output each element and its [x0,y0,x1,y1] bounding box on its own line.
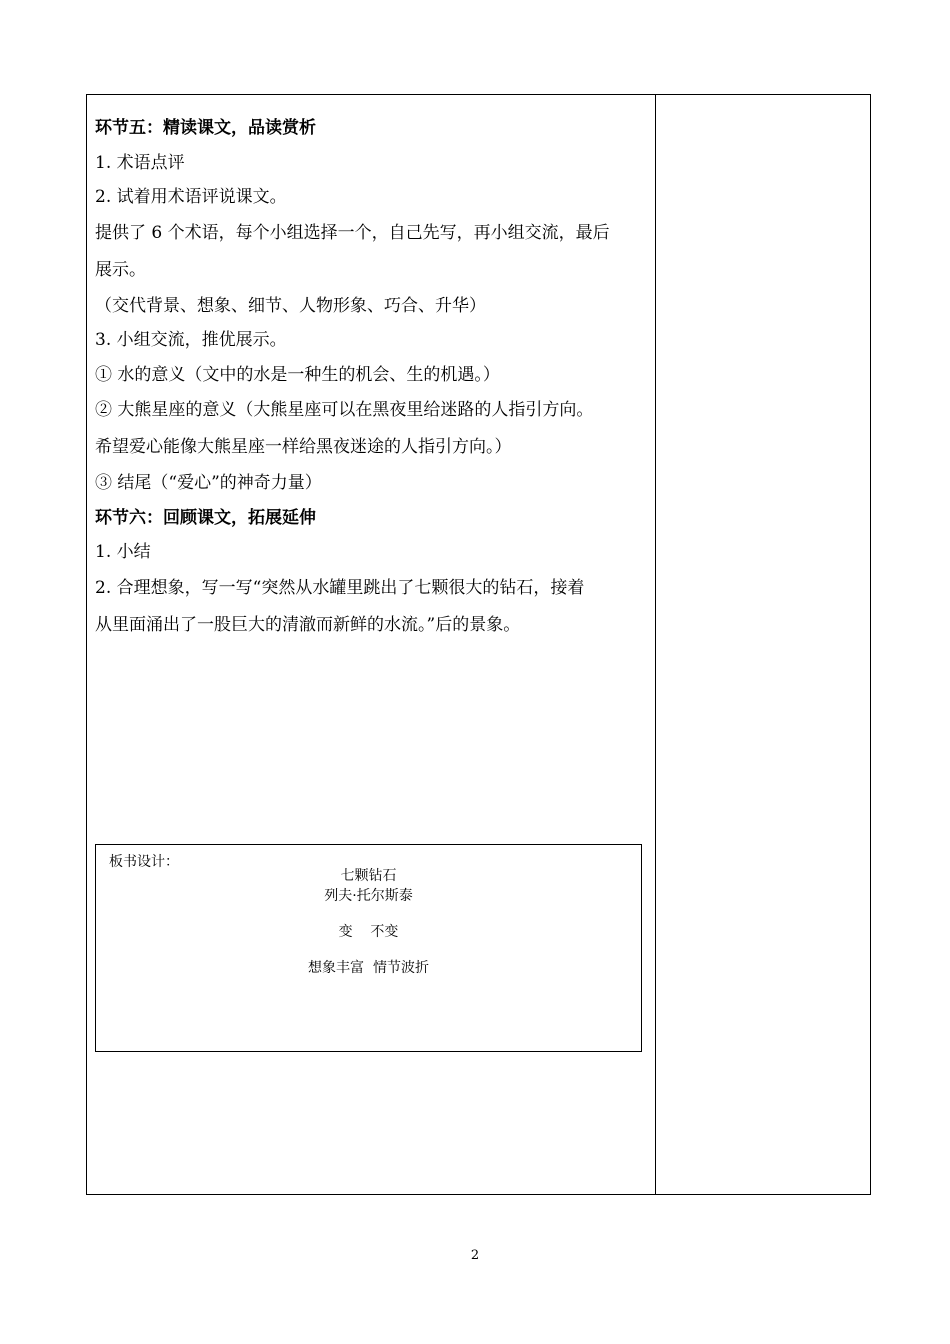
board-author: 列夫·托尔斯泰 [324,888,413,904]
column-divider [655,95,656,1194]
section5-item: ① 水的意义（文中的水是一种生的机会、生的机遇。） [95,364,500,385]
section5-item: （交代背景、想象、细节、人物形象、巧合、升华） [95,295,486,316]
board-summary: 想象丰富 情节波折 [308,960,429,976]
section5-item: 2. 试着用术语评说课文。 [95,187,287,207]
board-title: 七颗钻石 [340,868,397,884]
section6-item: 从里面涌出了一股巨大的清澈而新鲜的水流。”后的景象。 [95,614,521,635]
section5-item: 展示。 [95,259,146,280]
section5-item: 1. 术语点评 [95,152,185,173]
section5-heading: 环节五：精读课文，品读赏析 [95,118,316,138]
page-number: 2 [470,1248,480,1263]
section5-item: ② 大熊星座的意义（大熊星座可以在黑夜里给迷路的人指引方向。 [95,400,594,420]
section6-item: 1. 小结 [95,542,151,562]
section5-item: 3. 小组交流，推优展示。 [95,330,287,350]
section5-item: 希望爱心能像大熊星座一样给黑夜迷途的人指引方向。） [95,437,512,457]
section6-heading: 环节六：回顾课文，拓展延伸 [95,507,316,528]
section6-item: 2. 合理想象，写一写“突然从水罐里跳出了七颗很大的钻石，接着 [95,577,585,598]
lesson-content [95,111,650,644]
blackboard-design-box [95,844,642,1052]
board-contrast: 变 不变 [338,924,399,940]
section5-item: ③ 结尾（“爱心”的神奇力量） [95,473,322,493]
lesson-table [86,94,871,1195]
board-label: 板书设计： [109,854,179,870]
section5-item: 提供了 6 个术语，每个小组选择一个，自己先写，再小组交流，最后 [95,222,610,243]
